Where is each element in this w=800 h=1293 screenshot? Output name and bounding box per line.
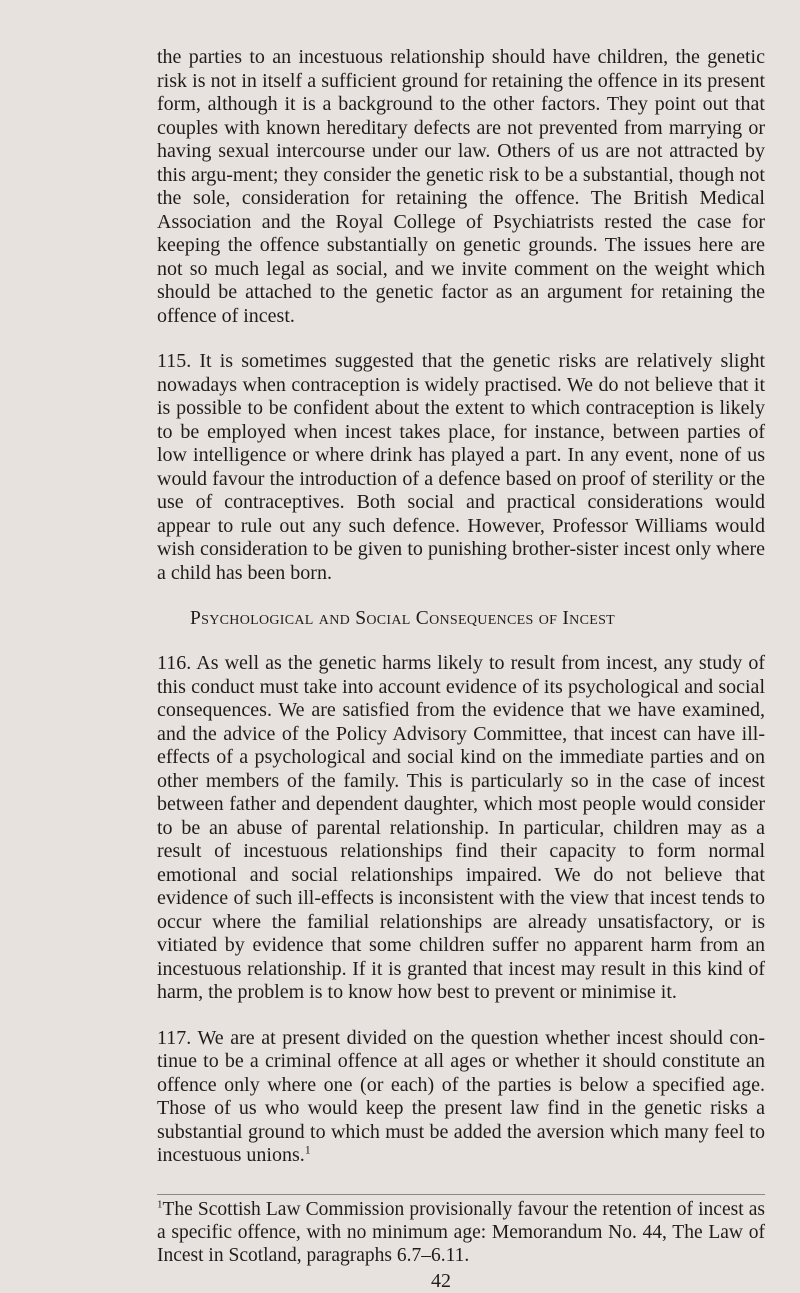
paragraph-115: 115. It is sometimes suggested that the genetic risks are relatively slight nowadays when contraception is widely practised. We do not believe that it is possible to be confident about the extent to which contraception is likely to be employed when incest takes place, for instance, between parties of low intelligence or where drink has played a part. In any event, none of us would favour the introduction of a defence based on proof of sterility or the use of contraceptives. Both social and practical considerations would appear to rule out any such defence. However, Professor Williams would wish consideration to be given to punishing brother-sister incest only where a child has been born.: [157, 350, 765, 584]
page-number: 42: [431, 1269, 451, 1292]
paragraph-116: 116. As well as the genetic harms likely to result from incest, any study of this conduct must take into account evidence of its psychological and social consequences. We are satisfied from the evidence that we have examined, and the advice of the Policy Advisory Committee, that incest can have ill-effects of a psychological and social kind on the immediate parties and on other members of the family. This is particularly so in the case of incest between father and dependent daughter, which most people would consider to be an abuse of parental relationship. In particular, children may as a result of incestuous relationships find their capacity to form normal emotional and social relationships impaired. We do not believe that evidence of such ill-effects is inconsistent with the view that incest tends to occur where the familial relationships are already unsatisfactory, or is vitiated by evidence that some children suffer no apparent harm from an incestuous relationship. If it is granted that incest may result in this kind of harm, the problem is to know how best to prevent or minimise it.: [157, 652, 765, 1003]
footnote: [157, 1198, 765, 1267]
footnote-reference: 1: [304, 1142, 311, 1157]
paragraph-117: [157, 1027, 765, 1168]
footnote-text: The Scottish Law Commission provisionally favour the retention of incest as a specific offence, with no minimum age: Memorandum No. 44, The Law of Incest in Scotland, paragraphs 6.7–6.11.: [157, 1198, 765, 1266]
section-heading: Psychological and Social Consequences of Incest: [190, 608, 616, 629]
document-page: [157, 46, 765, 1293]
footnote-marker: 1: [157, 1198, 163, 1210]
paragraph-114-continued: the parties to an incestuous relationship should have children, the genetic risk is not in itself a sufficient ground for retaining the offence in its present form, although it is a background to the other factors. They point out that couples with known hereditary defects are not prevented from marrying or having sexual intercourse under our law. Others of us are not attracted by this argu-ment; they consider the genetic risk to be a substantial, though not the sole, consideration for retaining the offence. The British Medical Association and the Royal College of Psychiatrists rested the case for keeping the offence substantially on genetic grounds. The issues here are not so much legal as social, and we invite comment on the weight which should be attached to the genetic factor as an argument for retaining the offence of incest.: [157, 46, 765, 327]
footnote-divider: [157, 1194, 765, 1195]
paragraph-117-text: 117. We are at present divided on the question whether incest should con-tinue to be a criminal offence at all ages or whether it should constitute an offence only where one (or each) of the parties is below a specified age. Those of us who would keep the present law find in the genetic risks a substantial ground to which must be added the aversion which many feel to incestuous unions.: [157, 1026, 765, 1166]
